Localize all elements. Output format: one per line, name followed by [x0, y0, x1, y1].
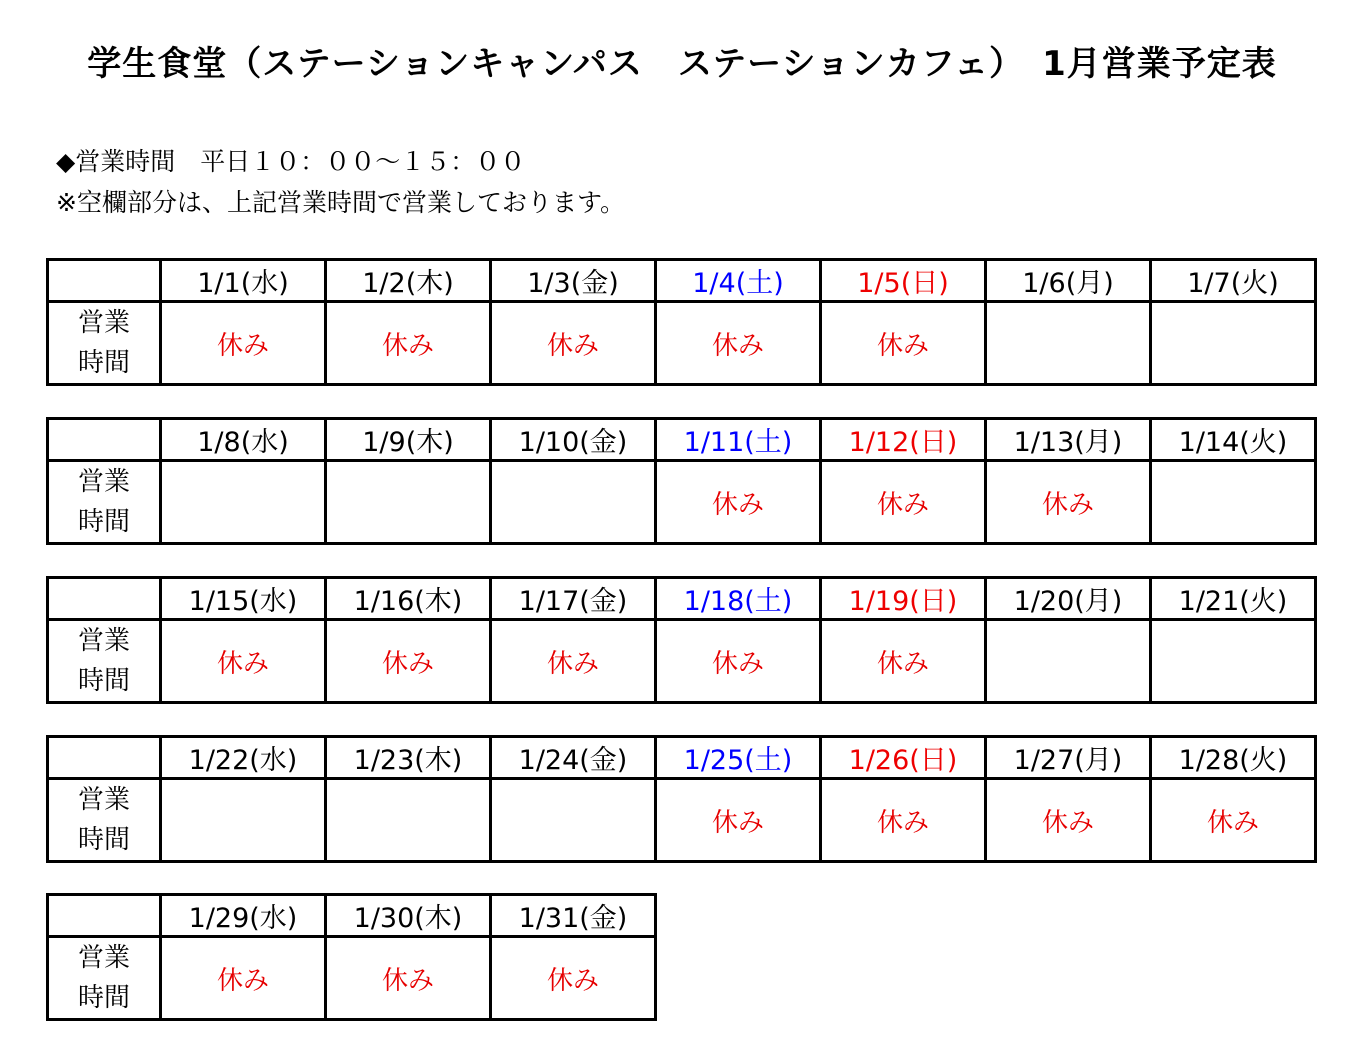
status-cell: [326, 461, 491, 544]
corner-cell: [48, 260, 161, 302]
status-cell: [986, 620, 1151, 703]
row-label: [48, 779, 161, 862]
date-header-row: [48, 260, 1316, 302]
corner-cell: [48, 895, 161, 937]
status-cell: [1151, 620, 1316, 703]
date-cell: 1/2(木): [326, 260, 491, 302]
date-cell-saturday: 1/4(土): [656, 260, 821, 302]
status-cell: 休み: [656, 620, 821, 703]
date-cell: 1/29(水): [161, 895, 326, 937]
date-cell: 1/28(火): [1151, 737, 1316, 779]
date-cell: 1/23(木): [326, 737, 491, 779]
date-cell: 1/24(金): [491, 737, 656, 779]
status-cell: [161, 779, 326, 862]
date-cell: 1/16(木): [326, 578, 491, 620]
date-cell: 1/13(月): [986, 419, 1151, 461]
date-cell: 1/1(水): [161, 260, 326, 302]
row-label: [48, 302, 161, 385]
date-cell: 1/9(木): [326, 419, 491, 461]
status-cell: 休み: [821, 302, 986, 385]
status-cell: 休み: [821, 461, 986, 544]
row-label: [48, 461, 161, 544]
date-cell-sunday: 1/19(日): [821, 578, 986, 620]
row-label-line2: 時間: [77, 666, 130, 696]
corner-cell: [48, 578, 161, 620]
date-cell: 1/31(金): [491, 895, 656, 937]
date-cell-saturday: 1/25(土): [656, 737, 821, 779]
date-cell: 1/14(火): [1151, 419, 1316, 461]
date-cell: 1/30(木): [326, 895, 491, 937]
status-cell: [161, 461, 326, 544]
status-cell: 休み: [986, 779, 1151, 862]
row-label: [48, 937, 161, 1020]
date-cell-saturday: 1/11(土): [656, 419, 821, 461]
week-table-1: [46, 258, 1317, 386]
week-table-3: [46, 576, 1317, 704]
date-cell-sunday: 1/12(日): [821, 419, 986, 461]
date-cell: 1/21(火): [1151, 578, 1316, 620]
status-cell: 休み: [491, 937, 656, 1020]
status-cell: [326, 779, 491, 862]
date-cell: 1/6(月): [986, 260, 1151, 302]
row-label-line2: 時間: [77, 348, 130, 378]
week-table-4: [46, 735, 1317, 863]
status-cell: 休み: [326, 937, 491, 1020]
row-label-line2: 時間: [77, 507, 130, 537]
status-cell: 休み: [1151, 779, 1316, 862]
status-cell: 休み: [986, 461, 1151, 544]
date-cell: 1/20(月): [986, 578, 1151, 620]
blank-cell-remark: ※空欄部分は、上記営業時間で営業しております。: [56, 188, 625, 217]
row-label: [48, 620, 161, 703]
status-cell: [491, 779, 656, 862]
date-cell: 1/17(金): [491, 578, 656, 620]
status-cell: 休み: [326, 302, 491, 385]
status-cell: 休み: [491, 620, 656, 703]
status-cell: 休み: [491, 302, 656, 385]
row-label-line1: 営業: [77, 308, 130, 338]
date-header-row: [48, 419, 1316, 461]
status-cell: 休み: [161, 302, 326, 385]
date-header-row: [48, 737, 1316, 779]
date-header-row: [48, 895, 656, 937]
date-cell: 1/7(火): [1151, 260, 1316, 302]
business-hours-note: ◆営業時間 平日１０：００～１５：００: [56, 147, 526, 176]
week-table-2: [46, 417, 1317, 545]
date-cell: 1/27(月): [986, 737, 1151, 779]
row-label-line1: 営業: [77, 467, 130, 497]
status-cell: 休み: [656, 461, 821, 544]
hours-row: [48, 461, 1316, 544]
corner-cell: [48, 419, 161, 461]
status-cell: 休み: [161, 620, 326, 703]
row-label-line2: 時間: [77, 983, 130, 1013]
date-cell-saturday: 1/18(土): [656, 578, 821, 620]
corner-cell: [48, 737, 161, 779]
hours-row: [48, 779, 1316, 862]
status-cell: 休み: [821, 620, 986, 703]
date-header-row: [48, 578, 1316, 620]
status-cell: 休み: [326, 620, 491, 703]
status-cell: [1151, 461, 1316, 544]
status-cell: 休み: [656, 302, 821, 385]
date-cell: 1/10(金): [491, 419, 656, 461]
week-table-5: [46, 893, 657, 1021]
hours-row: [48, 620, 1316, 703]
date-cell: 1/8(水): [161, 419, 326, 461]
status-cell: [1151, 302, 1316, 385]
date-cell: 1/22(水): [161, 737, 326, 779]
date-cell-sunday: 1/5(日): [821, 260, 986, 302]
status-cell: 休み: [821, 779, 986, 862]
page-title: 学生食堂（ステーションキャンパス ステーションカフェ） 1月営業予定表: [87, 44, 1277, 84]
status-cell: 休み: [161, 937, 326, 1020]
row-label-line1: 営業: [77, 626, 130, 656]
hours-row: [48, 302, 1316, 385]
date-cell: 1/3(金): [491, 260, 656, 302]
date-cell-sunday: 1/26(日): [821, 737, 986, 779]
status-cell: [491, 461, 656, 544]
row-label-line2: 時間: [77, 825, 130, 855]
row-label-line1: 営業: [77, 785, 130, 815]
row-label-line1: 営業: [77, 943, 130, 973]
hours-row: [48, 937, 656, 1020]
status-cell: [986, 302, 1151, 385]
date-cell: 1/15(水): [161, 578, 326, 620]
status-cell: 休み: [656, 779, 821, 862]
